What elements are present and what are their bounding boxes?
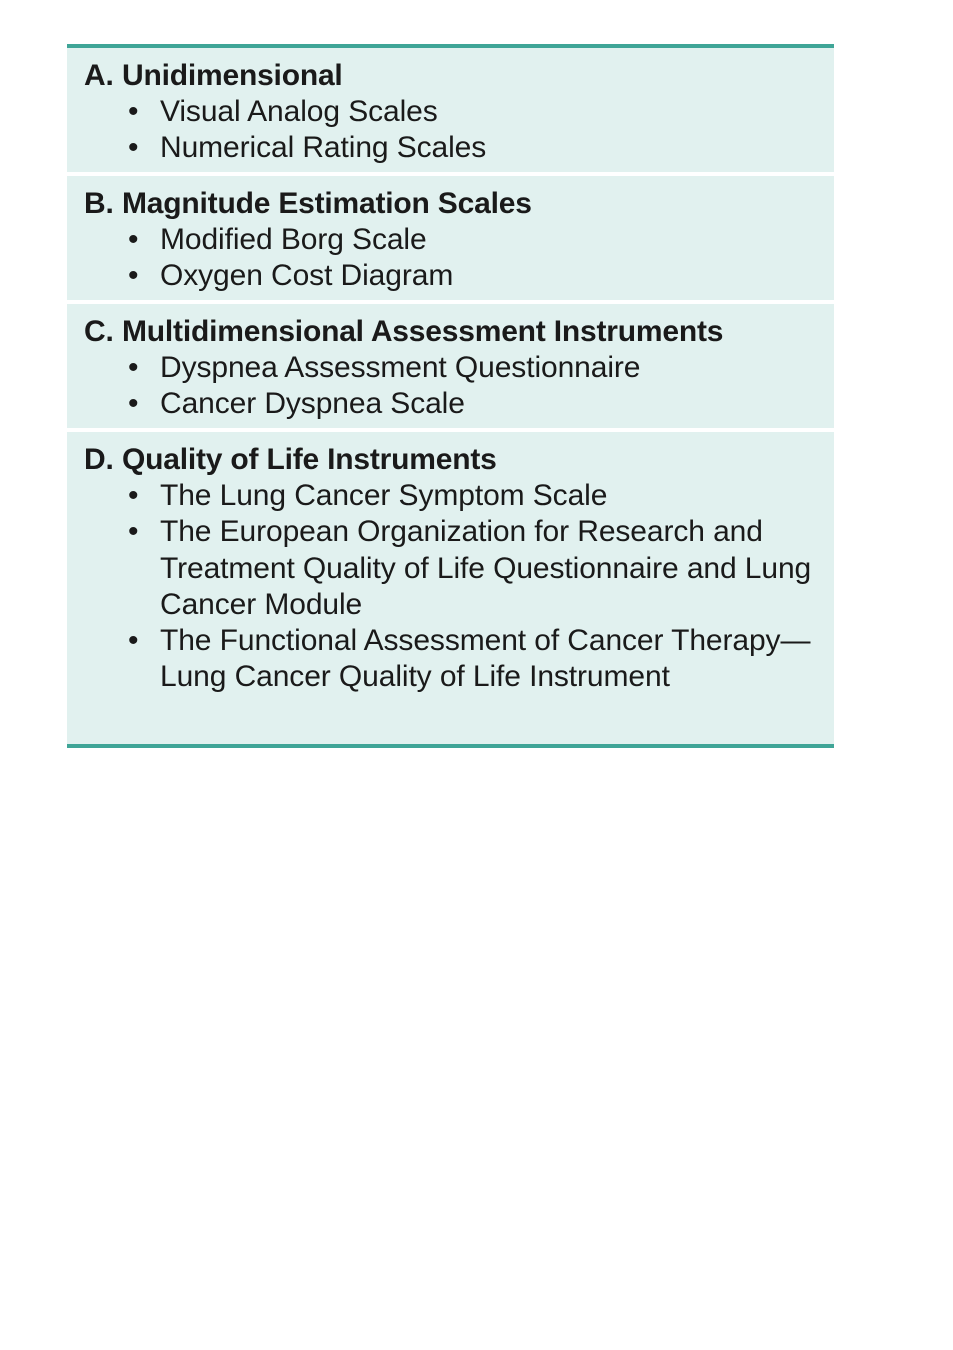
section-title: Multidimensional Assessment Instruments	[122, 315, 724, 348]
item-text: Cancer Dyspnea Scale	[160, 387, 465, 421]
bullet-icon: •	[128, 624, 139, 658]
section-unidimensional	[67, 48, 834, 172]
item-text: The Lung Cancer Symptom Scale	[160, 479, 608, 512]
list-item	[124, 514, 818, 623]
bullet-icon: •	[128, 259, 139, 293]
section-heading	[84, 186, 818, 222]
list-item	[124, 130, 818, 166]
section-heading	[84, 58, 818, 94]
list-item	[124, 478, 818, 514]
item-text: The European Organization for Research and Treatment Quality of Life Questionnaire and Lung Cancer Module	[160, 515, 812, 621]
item-text: Dyspnea Assessment Questionnaire	[160, 351, 641, 384]
item-list	[84, 94, 818, 167]
bullet-icon: •	[128, 479, 139, 512]
bullet-icon: •	[128, 351, 139, 384]
item-text: Numerical Rating Scales	[160, 131, 487, 165]
item-list	[84, 222, 818, 295]
bullet-icon: •	[128, 131, 139, 165]
list-item	[124, 623, 818, 696]
section-letter: D.	[84, 443, 114, 476]
section-title: Unidimensional	[122, 59, 343, 92]
section-letter: A.	[84, 59, 114, 92]
bullet-icon: •	[128, 515, 139, 549]
section-title: Magnitude Estimation Scales	[122, 187, 532, 220]
item-text: Oxygen Cost Diagram	[160, 259, 454, 293]
list-item	[124, 386, 818, 422]
bullet-icon: •	[128, 387, 139, 421]
item-text: Visual Analog Scales	[160, 95, 438, 128]
section-magnitude-estimation	[67, 176, 834, 300]
section-heading	[84, 314, 818, 350]
instrument-table	[67, 44, 834, 748]
bullet-icon: •	[128, 223, 139, 256]
list-item	[124, 258, 818, 294]
bullet-icon: •	[128, 95, 139, 128]
item-list	[84, 478, 818, 696]
section-multidimensional	[67, 304, 834, 428]
item-text: Modified Borg Scale	[160, 223, 427, 256]
section-quality-of-life	[67, 432, 834, 744]
list-item	[124, 222, 818, 258]
section-letter: C.	[84, 315, 114, 348]
section-heading	[84, 442, 818, 478]
item-text: The Functional Assessment of Cancer Therapy—Lung Cancer Quality of Life Instrument	[160, 624, 811, 694]
item-list	[84, 350, 818, 423]
list-item	[124, 94, 818, 130]
section-letter: B.	[84, 187, 114, 220]
section-title: Quality of Life Instruments	[122, 443, 497, 476]
list-item	[124, 350, 818, 386]
